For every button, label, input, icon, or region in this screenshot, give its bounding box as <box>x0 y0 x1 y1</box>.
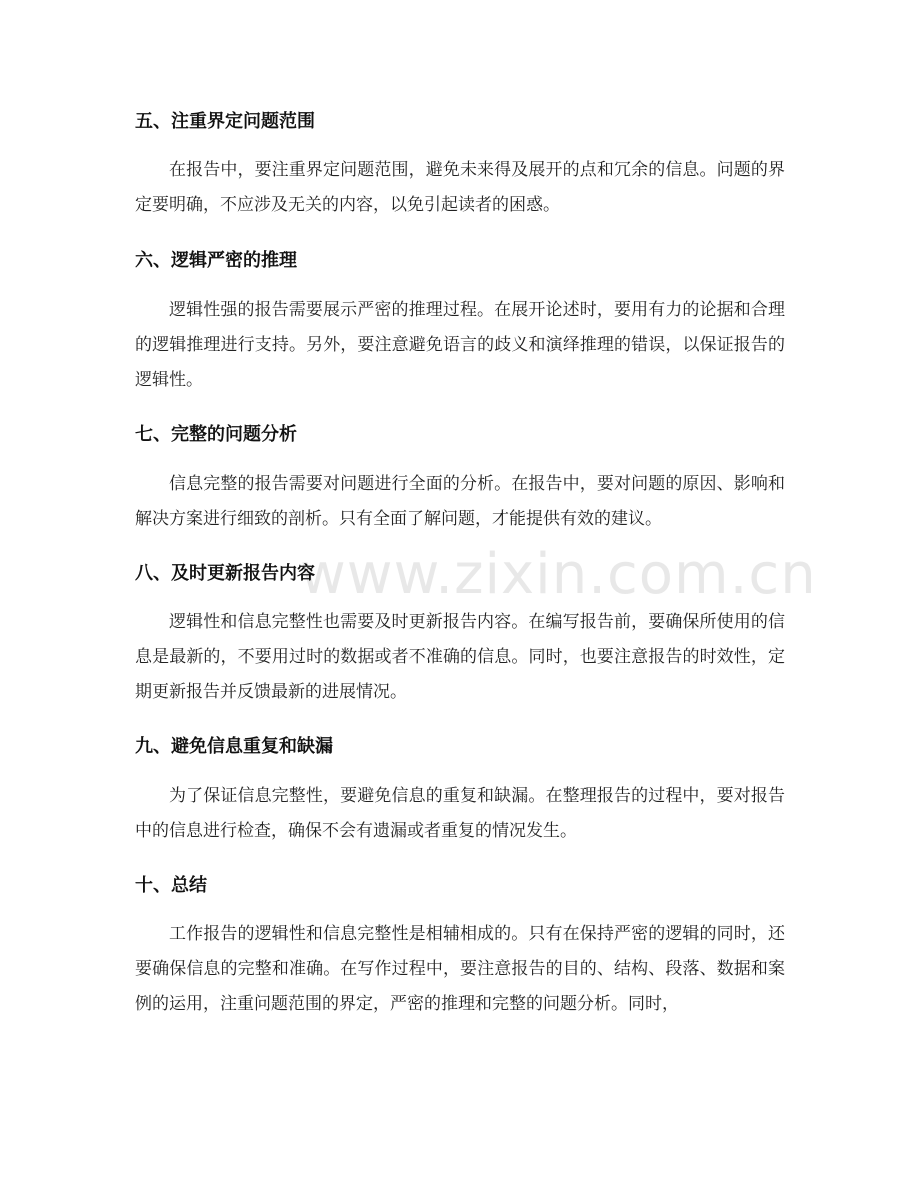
section-heading-9: 九、避免信息重复和缺漏 <box>135 736 333 757</box>
section-heading-8: 八、及时更新报告内容 <box>135 563 315 584</box>
section-body-7: 信息完整的报告需要对问题进行全面的分析。在报告中，要对问题的原因、影响和解决方案进行细致的剖析。只有全面了解问题，才能提供有效的建议。 <box>135 474 785 529</box>
section-heading-7: 七、完整的问题分析 <box>135 424 297 445</box>
section-heading-10: 十、总结 <box>135 875 207 896</box>
section-body-5: 在报告中，要注重界定问题范围，避免未来得及展开的点和冗余的信息。问题的界定要明确，不应涉及无关的内容，以免引起读者的困惑。 <box>135 160 785 215</box>
section-heading-6: 六、逻辑严密的推理 <box>135 250 297 271</box>
section-body-9: 为了保证信息完整性，要避免信息的重复和缺漏。在整理报告的过程中，要对报告中的信息进行检查，确保不会有遗漏或者重复的情况发生。 <box>135 786 785 841</box>
section-body-8: 逻辑性和信息完整性也需要及时更新报告内容。在编写报告前，要确保所使用的信息是最新的，不要用过时的数据或者不准确的信息。同时，也要注意报告的时效性，定期更新报告并反馈最新的进展情况。 <box>135 612 785 702</box>
section-body-6: 逻辑性强的报告需要展示严密的推理过程。在展开论述时，要用有力的论据和合理的逻辑推理进行支持。另外，要注意避免语言的歧义和演绎推理的错误，以保证报告的逻辑性。 <box>135 300 785 390</box>
watermark: www.zixin.com.cn <box>300 542 817 607</box>
section-heading-5: 五、注重界定问题范围 <box>135 111 315 132</box>
section-body-10: 工作报告的逻辑性和信息完整性是相辅相成的。只有在保持严密的逻辑的同时，还要确保信息的完整和准确。在写作过程中，要注意报告的目的、结构、段落、数据和案例的运用，注重问题范围的界定，严密的推理和完整的问题分析。同时， <box>135 924 785 1014</box>
